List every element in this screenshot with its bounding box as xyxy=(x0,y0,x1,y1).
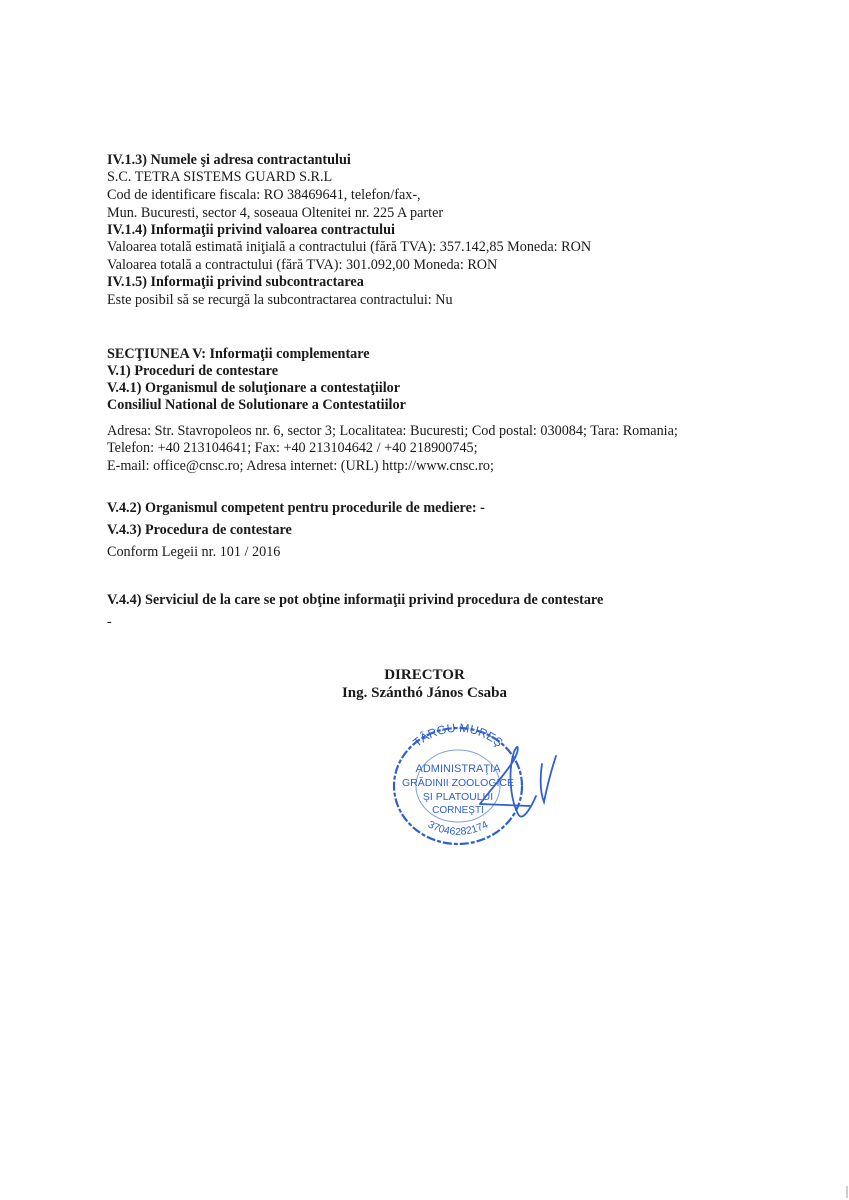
svg-text:TÂRGU MUREŞ xyxy=(410,721,505,750)
signature-role: DIRECTOR xyxy=(384,667,465,683)
section-v1-heading: V.1) Proceduri de contestare xyxy=(107,363,279,379)
subcontracting-line: Este posibil să se recurgă la subcontractarea contractului: Nu xyxy=(107,292,453,308)
section-v44-dash: - xyxy=(107,614,112,630)
section-iv13-heading: IV.1.3) Numele şi adresa contractantului xyxy=(107,152,351,168)
cnsc-email: E-mail: office@cnsc.ro; Adresa internet: (URL) http://www.cnsc.ro; xyxy=(107,458,494,474)
stamp-ring-bottom: 37046282174 xyxy=(425,818,491,838)
stamp-line-1: ADMINISTRAŢIA xyxy=(415,763,501,775)
official-stamp xyxy=(380,718,570,848)
contractor-name: S.C. TETRA SISTEMS GUARD S.R.L xyxy=(107,169,333,185)
contract-value-line: Valoarea totală a contractului (fără TVA): 301.092,00 Moneda: RON xyxy=(107,257,498,273)
stamp-line-4: CORNEŞTI xyxy=(432,805,484,816)
section-v44-heading: V.4.4) Serviciul de la care se pot obţine informaţii privind procedura de contestare xyxy=(107,592,604,608)
cnsc-name: Consiliul National de Solutionare a Contestatiilor xyxy=(107,397,406,413)
contractor-address: Mun. Bucuresti, sector 4, soseaua Oltenitei nr. 225 A parter xyxy=(107,205,444,221)
section-iv14-heading: IV.1.4) Informaţii privind valoarea contractului xyxy=(107,222,395,238)
section-v-title: SECŢIUNEA V: Informaţii complementare xyxy=(107,346,370,362)
estimated-value-line: Valoarea totală estimată iniţială a contractului (fără TVA): 357.142,85 Moneda: RON xyxy=(107,239,592,255)
section-iv15-heading: IV.1.5) Informaţii privind subcontractarea xyxy=(107,274,364,290)
svg-text:37046282174 xyxy=(426,819,490,838)
scan-edge-mark xyxy=(846,1186,848,1198)
signature-name: Ing. Szánthó János Csaba xyxy=(341,685,508,701)
contractor-fiscal-code: Cod de identificare fiscala: RO 38469641, telefon/fax-, xyxy=(107,187,421,203)
stamp-ring-top: TÂRGU MUREŞ xyxy=(410,720,506,750)
cnsc-address: Adresa: Str. Stavropoleos nr. 6, sector 3; Localitatea: Bucuresti; Cod postal: 030084; Tara: Romania; xyxy=(107,423,678,439)
stamp-line-3: ŞI PLATOULUI xyxy=(422,791,494,803)
section-v42-heading: V.4.2) Organismul competent pentru procedurile de mediere: - xyxy=(107,500,485,516)
section-v41-heading: V.4.1) Organismul de soluţionare a contestaţiilor xyxy=(107,380,401,396)
cnsc-phone: Telefon: +40 213104641; Fax: +40 213104642 / +40 218900745; xyxy=(107,440,478,456)
law-reference: Conform Legeii nr. 101 / 2016 xyxy=(107,544,281,560)
section-v43-heading: V.4.3) Procedura de contestare xyxy=(107,522,292,538)
stamp-line-2: GRĂDINII ZOOLOGICE xyxy=(401,777,515,789)
